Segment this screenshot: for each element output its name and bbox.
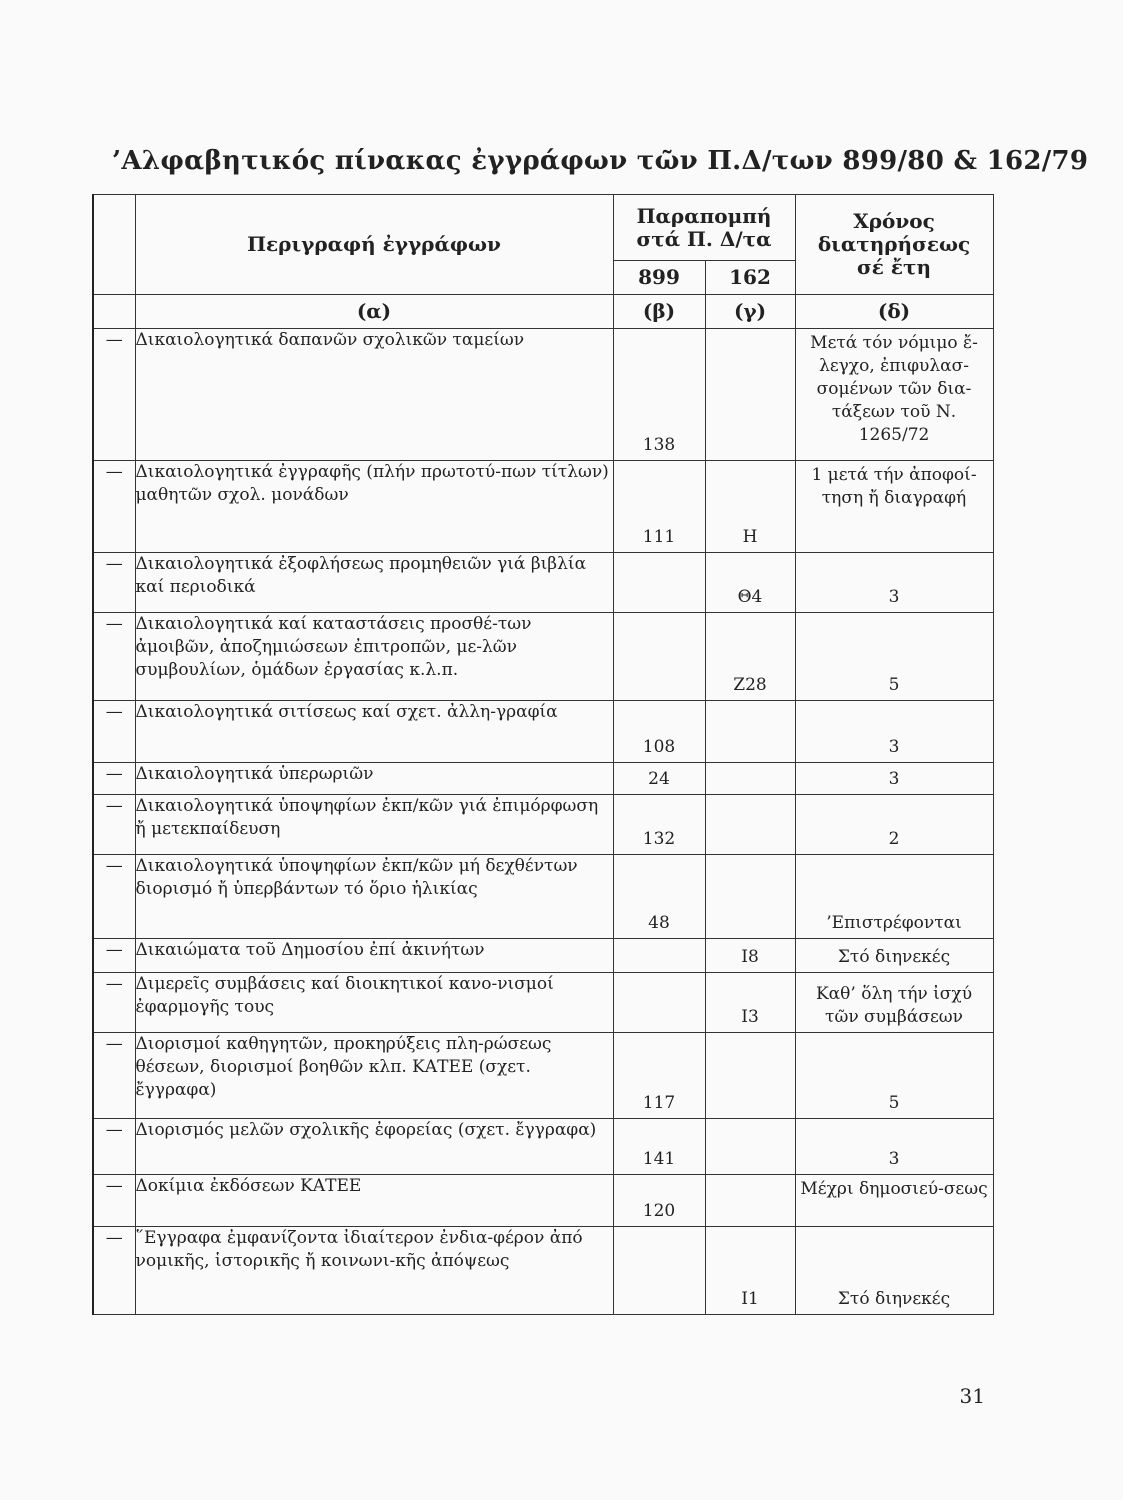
row-retention: 1 μετά τήν ἀποφοί-τηση ἤ διαγραφή <box>795 461 993 553</box>
row-description: Δικαιολογητικά ἐξοφλήσεως προμηθειῶν γιά βιβλία καί περιοδικά <box>135 553 613 613</box>
table-row <box>93 855 993 939</box>
header-ref-162: 162 <box>705 261 795 295</box>
row-description: Διορισμός μελῶν σχολικῆς ἐφορείας (σχετ. ἔγγραφα) <box>135 1119 613 1175</box>
table-row <box>93 939 993 973</box>
table-row <box>93 1119 993 1175</box>
row-ref-899: 111 <box>613 461 705 553</box>
row-dash: — <box>93 553 135 613</box>
row-ref-162 <box>705 855 795 939</box>
row-retention: Μετά τόν νόμιμο ἔ-λεγχο, ἐπιφυλασ-σομένων τῶν δια-τάξεων τοῦ Ν. 1265/72 <box>795 329 993 461</box>
row-dash: — <box>93 795 135 855</box>
row-description: Δικαιολογητικά ὑποψηφίων ἐκπ/κῶν μή δεχθέντων διορισμό ἤ ὑπερβάντων τό ὅριο ἡλικίας <box>135 855 613 939</box>
row-ref-162 <box>705 1119 795 1175</box>
table-row <box>93 1227 993 1315</box>
row-retention: Στό διηνεκές <box>795 1227 993 1315</box>
row-ref-899: 108 <box>613 701 705 763</box>
header-retention <box>795 195 993 295</box>
page-title: ’Αλφαβητικός πίνακας ἐγγράφων τῶν Π.Δ/των 899/80 & 162/79 <box>112 146 1089 176</box>
table-row <box>93 973 993 1033</box>
column-label-a: (α) <box>135 295 613 329</box>
header-reference <box>613 195 795 261</box>
table-row <box>93 763 993 795</box>
row-dash: — <box>93 1119 135 1175</box>
documents-table <box>92 194 994 1315</box>
row-dash: — <box>93 1033 135 1119</box>
row-retention: Μέχρι δημοσιεύ-σεως <box>795 1175 993 1227</box>
label-dash-cell <box>93 295 135 329</box>
header-ref-899: 899 <box>613 261 705 295</box>
header-retention-line2: διατηρήσεως <box>817 232 971 256</box>
row-ref-162 <box>705 795 795 855</box>
row-ref-899: 132 <box>613 795 705 855</box>
row-ref-162: Ζ28 <box>705 613 795 701</box>
table-row <box>93 329 993 461</box>
row-ref-162: Ι3 <box>705 973 795 1033</box>
column-label-d: (δ) <box>795 295 993 329</box>
row-retention: 3 <box>795 1119 993 1175</box>
row-retention: 5 <box>795 1033 993 1119</box>
row-dash: — <box>93 1227 135 1315</box>
row-ref-162: Ι1 <box>705 1227 795 1315</box>
row-dash: — <box>93 329 135 461</box>
header-reference-line1: Παραπομπή <box>636 203 772 228</box>
row-retention: Καθ’ ὅλη τήν ἰσχύ τῶν συμβάσεων <box>795 973 993 1033</box>
table-row <box>93 461 993 553</box>
row-description: Δικαιολογητικά ἐγγραφῆς (πλήν πρωτοτύ-πων τίτλων) μαθητῶν σχολ. μονάδων <box>135 461 613 553</box>
row-ref-162: Θ4 <box>705 553 795 613</box>
row-ref-162: Ι8 <box>705 939 795 973</box>
row-retention: 3 <box>795 763 993 795</box>
row-ref-899 <box>613 1227 705 1315</box>
table-row <box>93 1175 993 1227</box>
row-ref-162 <box>705 329 795 461</box>
row-dash: — <box>93 613 135 701</box>
row-retention: 3 <box>795 553 993 613</box>
row-description: Διμερεῖς συμβάσεις καί διοικητικοί κανο-νισμοί ἐφαρμογῆς τους <box>135 973 613 1033</box>
header-dash-cell <box>93 195 135 295</box>
header-description: Περιγραφή ἐγγράφων <box>135 195 613 295</box>
column-label-c: (γ) <box>705 295 795 329</box>
row-dash: — <box>93 855 135 939</box>
column-label-b: (β) <box>613 295 705 329</box>
row-ref-899: 141 <box>613 1119 705 1175</box>
row-retention: 5 <box>795 613 993 701</box>
row-ref-899 <box>613 939 705 973</box>
table-row <box>93 553 993 613</box>
header-retention-line1: Χρόνος <box>853 209 935 233</box>
page-number: 31 <box>959 1384 985 1408</box>
row-dash: — <box>93 973 135 1033</box>
row-ref-899: 120 <box>613 1175 705 1227</box>
row-ref-899 <box>613 973 705 1033</box>
row-ref-899: 24 <box>613 763 705 795</box>
table-row <box>93 613 993 701</box>
row-description: Δικαιώματα τοῦ Δημοσίου ἐπί ἀκινήτων <box>135 939 613 973</box>
row-ref-899: 138 <box>613 329 705 461</box>
row-dash: — <box>93 701 135 763</box>
row-ref-899 <box>613 613 705 701</box>
table-row <box>93 701 993 763</box>
row-dash: — <box>93 461 135 553</box>
row-retention: 3 <box>795 701 993 763</box>
table-row <box>93 1033 993 1119</box>
row-ref-162 <box>705 1033 795 1119</box>
row-retention: Στό διηνεκές <box>795 939 993 973</box>
row-ref-899: 117 <box>613 1033 705 1119</box>
row-description: Δικαιολογητικά δαπανῶν σχολικῶν ταμείων <box>135 329 613 461</box>
row-description: ῞Εγγραφα ἐμφανίζοντα ἰδιαίτερον ἐνδια-φέρον ἀπό νομικῆς, ἱστορικῆς ἤ κοινωνι-κῆς ἀπόψεως <box>135 1227 613 1315</box>
row-ref-162 <box>705 763 795 795</box>
row-ref-162: Η <box>705 461 795 553</box>
row-dash: — <box>93 1175 135 1227</box>
row-description: Δικαιολογητικά σιτίσεως καί σχετ. ἀλλη-γραφία <box>135 701 613 763</box>
row-description: Διορισμοί καθηγητῶν, προκηρύξεις πλη-ρώσεως θέσεων, διορισμοί βοηθῶν κλπ. ΚΑΤΕΕ (σχετ. ἔγγραφα) <box>135 1033 613 1119</box>
row-ref-899: 48 <box>613 855 705 939</box>
header-retention-line3: σέ ἔτη <box>857 255 932 279</box>
header-reference-line2: στά Π. Δ/τα <box>636 226 772 251</box>
row-description: Δικαιολογητικά καί καταστάσεις προσθέ-των ἀμοιβῶν, ἀποζημιώσεων ἐπιτροπῶν, με-λῶν συμβουλίων, ὁμάδων ἐργασίας κ.λ.π. <box>135 613 613 701</box>
row-dash: — <box>93 763 135 795</box>
row-dash: — <box>93 939 135 973</box>
table-row <box>93 795 993 855</box>
row-description: Δικαιολογητικά ὑποψηφίων ἐκπ/κῶν γιά ἐπιμόρφωση ἤ μετεκπαίδευση <box>135 795 613 855</box>
row-ref-899 <box>613 553 705 613</box>
row-retention: 2 <box>795 795 993 855</box>
row-ref-162 <box>705 1175 795 1227</box>
row-description: Δικαιολογητικά ὑπερωριῶν <box>135 763 613 795</box>
row-retention: ’Επιστρέφονται <box>795 855 993 939</box>
row-ref-162 <box>705 701 795 763</box>
row-description: Δοκίμια ἐκδόσεων ΚΑΤΕΕ <box>135 1175 613 1227</box>
